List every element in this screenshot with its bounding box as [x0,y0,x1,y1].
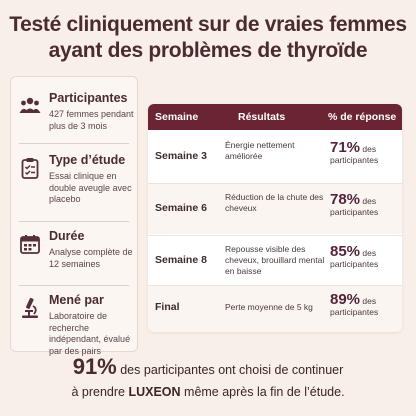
response-cell [330,291,398,318]
duration-title: Durée [49,229,85,243]
header-week: Semaine [155,111,199,123]
table-row [148,236,402,286]
response-cell [330,191,398,218]
study-type-desc: Essai clinique en double aveugle avec placebo [49,171,132,204]
divider [19,285,129,286]
headline-line-1: Testé cliniquement sur de vraies femmes [9,13,407,36]
table-row [148,286,402,332]
conducted-by-desc: Laboratoire de recherche indépendant, évalué par des pairs [49,311,131,356]
conclusion-text-1: des participantes ont choisi de continuer [120,363,344,377]
conducted-by-title: Mené par [49,293,104,307]
week-cell: Semaine 3 [155,150,207,162]
duration-desc: Analyse complète de 12 semaines [49,247,133,269]
response-percent: 89% [330,291,361,308]
continuation-percent: 91% [72,354,117,379]
results-table [148,104,402,332]
conclusion-line-1 [0,356,416,381]
divider [19,221,129,222]
conclusion-text-2b: même après la fin de l’étude. [184,385,345,399]
study-type-title: Type d’étude [49,153,126,167]
header-results: Résultats [238,111,286,123]
microscope-icon [19,297,41,319]
header-response: % de réponse [328,111,397,123]
response-label: des participantes [330,296,379,317]
conclusion [0,356,416,403]
result-cell: Énergie nettement améliorée [225,140,295,161]
conclusion-text-2a: à prendre [71,385,125,399]
response-percent: 78% [330,191,361,208]
headline [0,12,416,64]
brand-name: LUXEON [128,385,181,399]
response-label: des participantes [330,144,379,165]
study-details-panel [10,76,138,356]
response-percent: 85% [330,243,361,260]
response-cell [330,243,398,270]
week-cell: Semaine 6 [155,202,207,214]
conclusion-line-2 [0,381,416,403]
table-row [148,132,402,182]
participants-icon [19,95,41,117]
week-cell: Semaine 8 [155,254,207,266]
clipboard-icon [19,157,41,179]
result-cell: Perte moyenne de 5 kg [225,302,313,312]
headline-line-2: ayant des problèmes de thyroïde [48,39,368,62]
table-row [148,184,402,234]
response-percent: 71% [330,139,361,156]
participants-desc: 427 femmes pendant plus de 3 mois [49,109,134,131]
week-cell: Final [155,301,180,313]
calendar-icon [19,233,41,255]
response-label: des participantes [330,196,379,217]
participants-title: Participantes [49,91,128,105]
response-cell [330,139,398,166]
result-cell: Repousse visible des cheveux, brouillard mental en baisse [225,244,325,276]
table-header [148,104,402,130]
result-cell: Réduction de la chute des cheveux [225,192,324,213]
divider [19,143,129,144]
response-label: des participantes [330,248,379,269]
